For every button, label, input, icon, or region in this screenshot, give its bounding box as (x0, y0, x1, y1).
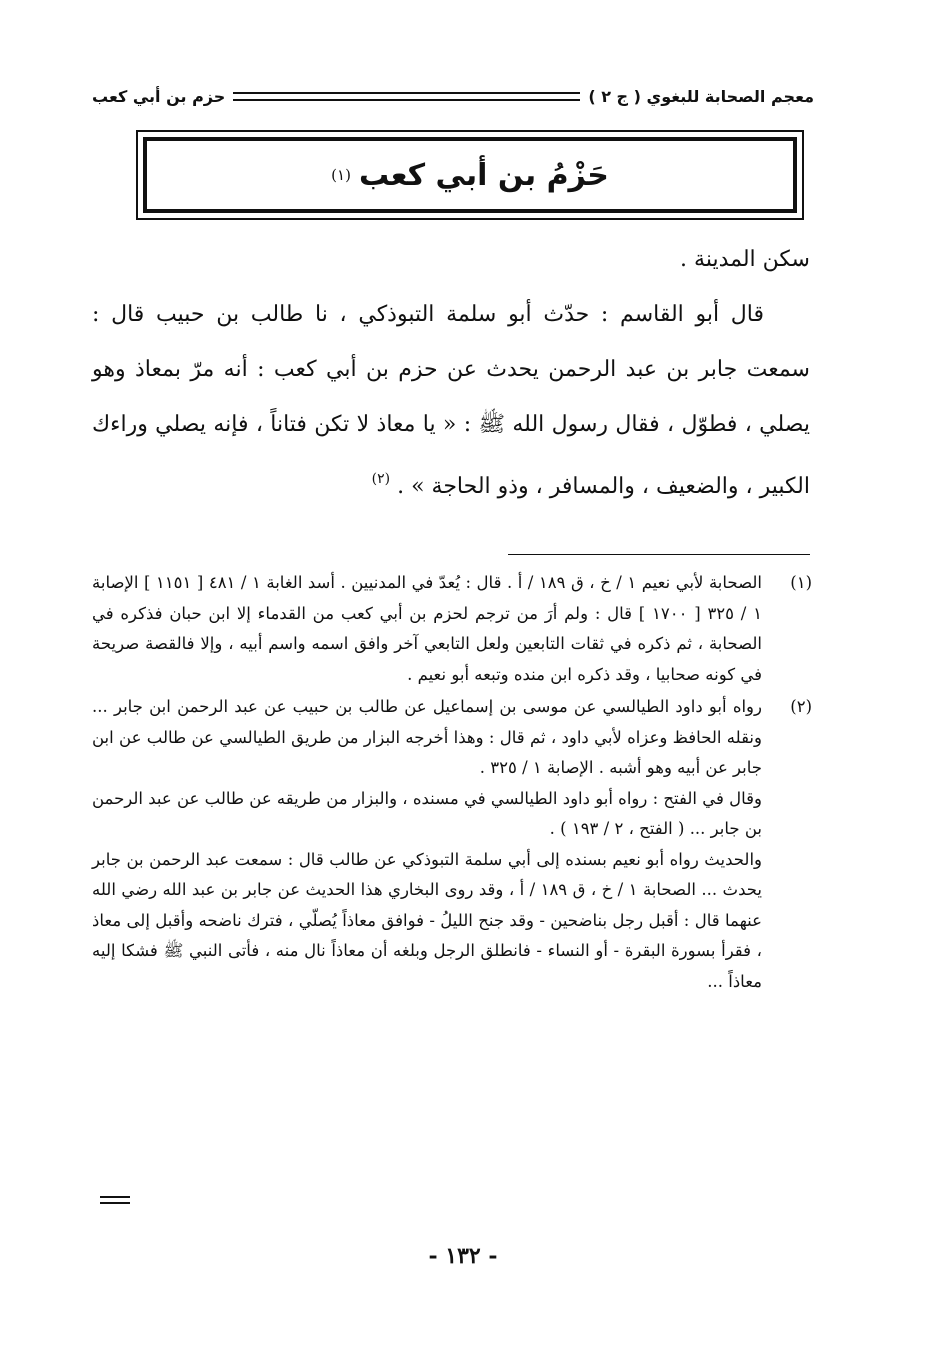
continuation-mark (100, 1196, 130, 1204)
footnote-2-text-2: وقال في الفتح : رواه أبو داود الطيالسي في مسنده ، والبزار من طريقه عن طالب عن عبد الرحمن بن جابر ... ( الفتح ، ٢ / ١٩٣ ) . (92, 788, 762, 838)
entry-title-footnote-ref: (١) (331, 166, 351, 184)
footnote-1-number: (١) (790, 573, 812, 592)
footnote-2-text-3: والحديث رواه أبو نعيم بسنده إلى أبي سلمة التبوذكي عن طالب قال : سمعت عبد الرحمن بن جابر يحدث ... الصحابة ١ / خ ، ق ١٨٩ / أ ، وقد روى البخاري هذا الحديث عن جابر بن عبد الله رضي الله عنهما قال : أقبل رجل بناضحين - وقد جنح الليلُ - فوافق معاذاً يُصلّي ، فترك ناضحه وأقبل إلى معاذ ، فقرأ بسورة البقرة - أو النساء - فانطلق الرجل وبلغه أن معاذاً نال منه ، فأتى النبي ﷺ فشكا إليه معاذاً ... (92, 849, 762, 991)
page-number: - ١٣٢ - (428, 1243, 498, 1269)
header-entry-title: حزم بن أبي كعب (92, 86, 226, 106)
footnote-2-text-1: رواه أبو داود الطيالسي عن موسى بن إسماعيل عن طالب بن حبيب عن عبد الرحمن ابن جابر ... ونقله الحافظ وعزاه لأبي داود ، ثم قال : وهذا أخرجه البزار من طريق الطيالسي عن طالب عن ابن جابر عن أبيه وهو أشبه . الإصابة ١ / ٣٢٥ . (92, 697, 762, 777)
running-header (92, 82, 814, 110)
header-rule (233, 92, 580, 101)
footnote-1 (92, 568, 812, 690)
footnotes (92, 568, 812, 999)
footnote-1-text: الصحابة لأبي نعيم ١ / خ ، ق ١٨٩ / أ . قال : يُعدّ في المدنيين . أسد الغابة ١ / ٤٨١ [ ١١٥١ ] الإصابة ١ / ٣٢٥ [ ١٧٠٠ ] قال : ولم أرَ من ترجم لحزم بن أبي كعب من القدماء إلا ابن حبان فذكره في الصحابة ، ثم ذكره في ثقات التابعين ولعل التابعي آخر وافق اسمه واسم أبيه ، وإلا فالقصة صريحة في كونه صحابيا ، وقد ذكره ابن منده وتبعه أبو نعيم . (92, 573, 762, 684)
footnote-2-number: (٢) (790, 697, 812, 716)
footnote-1-body (92, 568, 762, 690)
hadith-footnote-ref: (٢) (371, 471, 391, 487)
footnote-2-body (92, 692, 762, 997)
hadith-paragraph (92, 287, 810, 514)
header-book-title: معجم الصحابة للبغوي ( ج ٢ ) (588, 86, 814, 106)
entry-title-box (136, 130, 804, 220)
main-text (92, 232, 810, 514)
entry-title-frame (143, 137, 797, 213)
footnote-separator (508, 554, 810, 555)
residence-line: سكن المدينة . (680, 247, 810, 272)
hadith-text: قال أبو القاسم : حدّث أبو سلمة التبوذكي ، نا طالب بن حبيب قال : سمعت جابر بن عبد الرحمن يحدث عن حزم بن أبي كعب : أنه مرّ بمعاذ وهو يصلي ، فطوّل ، فقال رسول الله ﷺ : « يا معاذ لا تكن فتاناً ، فإنه يصلي وراءك الكبير ، والضعيف ، والمسافر ، وذو الحاجة » . (92, 302, 810, 499)
footnote-2 (92, 692, 812, 997)
entry-title: حَزْمُ بن أبي كعب (358, 157, 609, 193)
